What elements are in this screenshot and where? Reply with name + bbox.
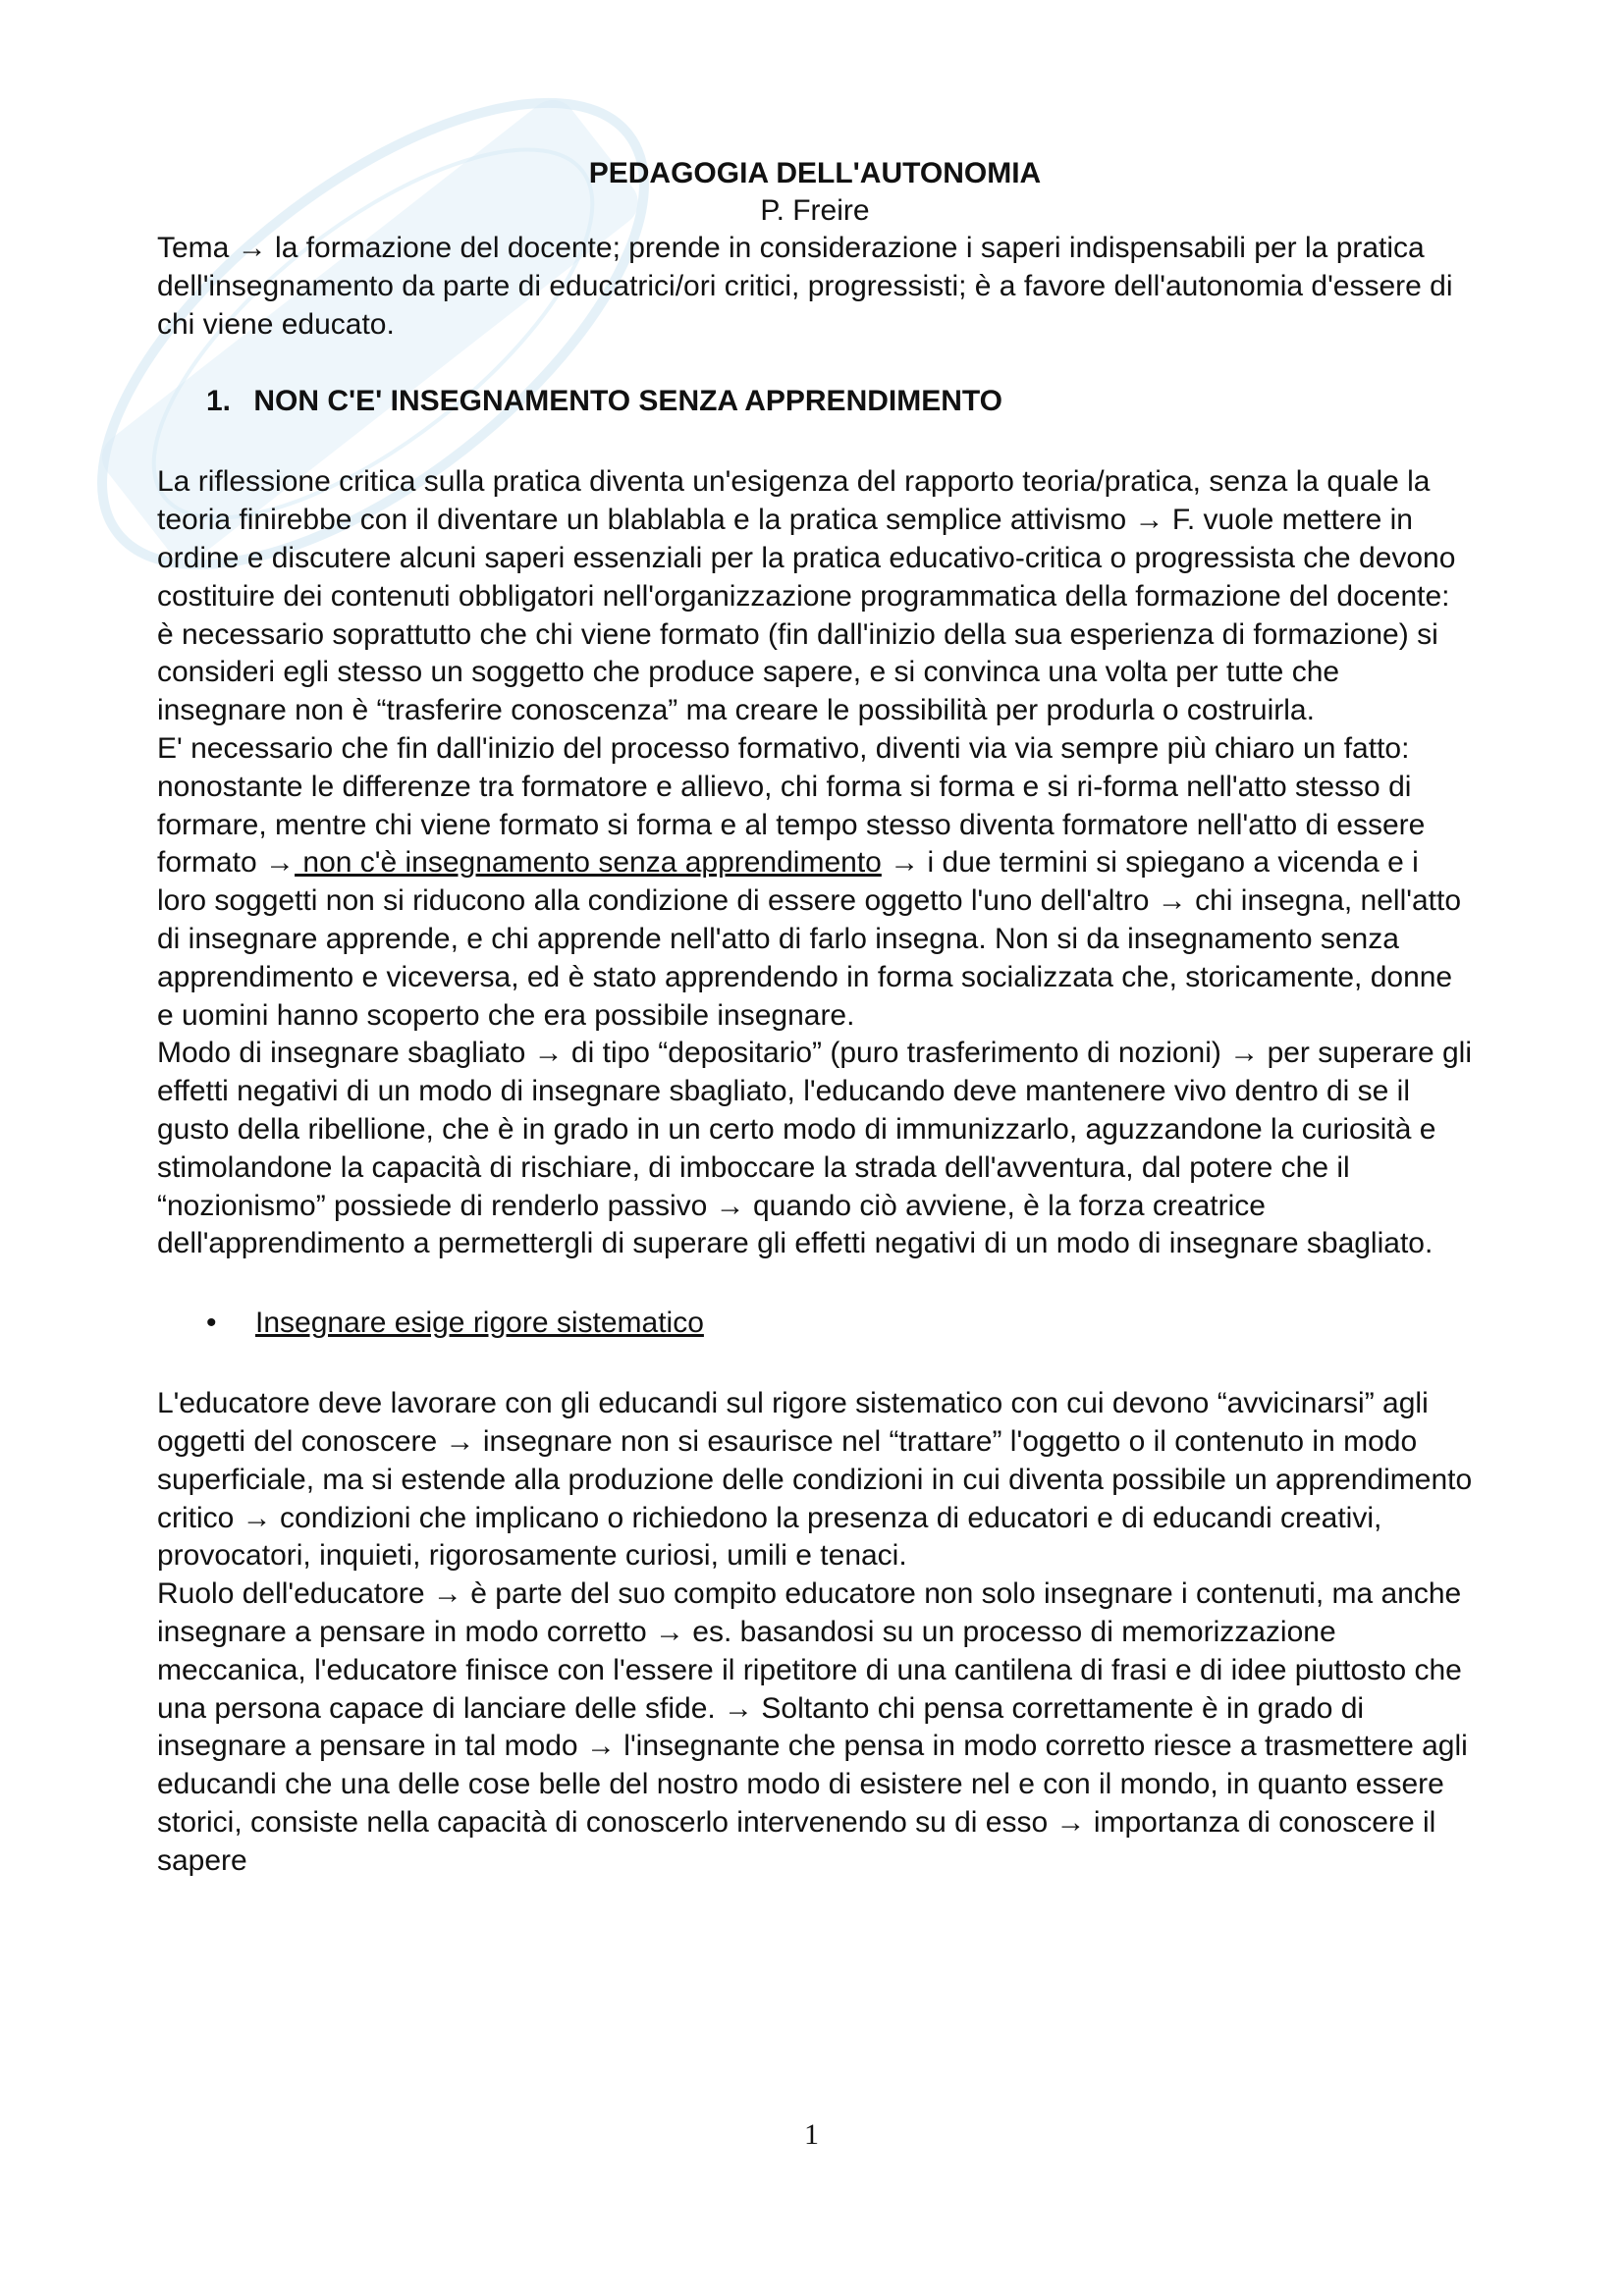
section-number: 1. [206, 385, 232, 418]
underlined-phrase: non c'è insegnamento senza apprendimento [295, 846, 882, 880]
intro-paragraph: Tema → la formazione del docente; prende in considerazione i saperi indispensabili per la pratica dell'insegnamento da parte di educatrici/ori critici, progressisti; è a favore dell'autonomia d'essere di chi viene educato. [157, 232, 1453, 341]
section-paragraph-3: Modo di insegnare sbagliato → di tipo “depositario” (puro trasferimento di nozioni) → per superare gli effetti negativi di un modo di insegnare sbagliato, l'educando deve mantenere vivo dentro di se il gusto della ribellione, che è in grado in un certo modo di immunizzarlo, aguzzandone la curiosità e stimolandone la capacità di rischiare, di imboccare la strada dell'avventura, dal potere che il “nozionismo” possiede di renderlo passivo → quando ciò avviene, è la forza creatrice dell'apprendimento a permettergli di superare gli effetti negativi di un modo di insegnare sbagliato. [157, 1037, 1473, 1260]
bullet-paragraph-1: L'educatore deve lavorare con gli educandi sul rigore sistematico con cui devono “avvicinarsi” agli oggetti del conoscere → insegnare non si esaurisce nel “trattare” l'oggetto o il contenuto in modo superficiale, ma si estende alla produzione delle condizioni in cui diventa possibile un apprendimento critico → condizioni che implicano o richiedono la presenza di educatori e di educandi creativi, provocatori, inquieti, rigorosamente curiosi, umili e tenaci. [157, 1387, 1473, 1573]
bullet-marker: • [206, 1307, 217, 1340]
bullet-heading [157, 1305, 1473, 1342]
section-heading [157, 383, 1473, 420]
section-paragraph-2 [157, 730, 1473, 1035]
section-paragraph-1: La riflessione critica sulla pratica diventa un'esigenza del rapporto teoria/pratica, senza la quale la teoria finirebbe con il diventare un blablabla e la pratica semplice attivismo → F. vuole mettere in ordine e discutere alcuni saperi essenziali per la pratica educativo-critica o progressista che devono costituire dei contenuti obbligatori nell'organizzazione programmatica della formazione del docente: è necessario soprattutto che chi viene formato (fin dall'inizio della sua esperienza di formazione) si consideri egli stesso un soggetto che produce sapere, e si convinca una volta per tutte che insegnare non è “trasferire conoscenza” ma creare le possibilità per produrla o costruirla. [157, 465, 1456, 727]
section-body [157, 463, 1473, 1263]
bullet-body [157, 1385, 1473, 1880]
document-author: P. Freire [760, 194, 870, 227]
document-page [157, 155, 1473, 1880]
section-title: NON C'E' INSEGNAMENTO SENZA APPRENDIMENTO [253, 385, 1003, 418]
bullet-paragraph-2: Ruolo dell'educatore → è parte del suo compito educatore non solo insegnare i contenuti, ma anche insegnare a pensare in modo corretto → es. basandosi su un processo di memorizzazione meccanica, l'educatore finisce con l'essere il ripetitore di una cantilena di frasi e di idee piuttosto che una persona capace di lanciare delle sfide. → Soltanto chi pensa correttamente è in grado di insegnare a pensare in tal modo → l'insegnante che pensa in modo corretto riesce a trasmettere agli educandi che una delle cose belle del nostro modo di esistere nel e con il mondo, in quanto essere storici, consiste nella capacità di conoscerlo intervenendo su di esso → importanza di conoscere il sapere [157, 1577, 1468, 1877]
document-title: PEDAGOGIA DELL'AUTONOMIA [588, 157, 1042, 189]
bullet-label: Insegnare esige rigore sistematico [255, 1307, 704, 1340]
paragraph-text: E' necessario che fin dall'inizio del processo formativo, diventi via via sempre più chiaro un fatto: nonostante le differenze tra formatore e allievo, chi forma si forma e si ri-forma nell'atto stesso di formare, mentre chi viene formato si forma e al tempo stesso diventa formatore nell'atto di essere formato → [157, 731, 1426, 880]
page-number: 1 [804, 2118, 819, 2151]
paragraph-text: → i due termini si spiegano a vicenda e i loro soggetti non si riducono alla condizione di essere oggetto l'uno dell'altro → chi insegna, nell'atto di insegnare apprende, e chi apprende nell'atto di farlo insegna. Non si da insegnamento senza apprendimento e viceversa, ed è stato apprendendo in forma socializzata che, storicamente, donne e uomini hanno scoperto che era possibile insegnare. [157, 846, 1462, 1032]
